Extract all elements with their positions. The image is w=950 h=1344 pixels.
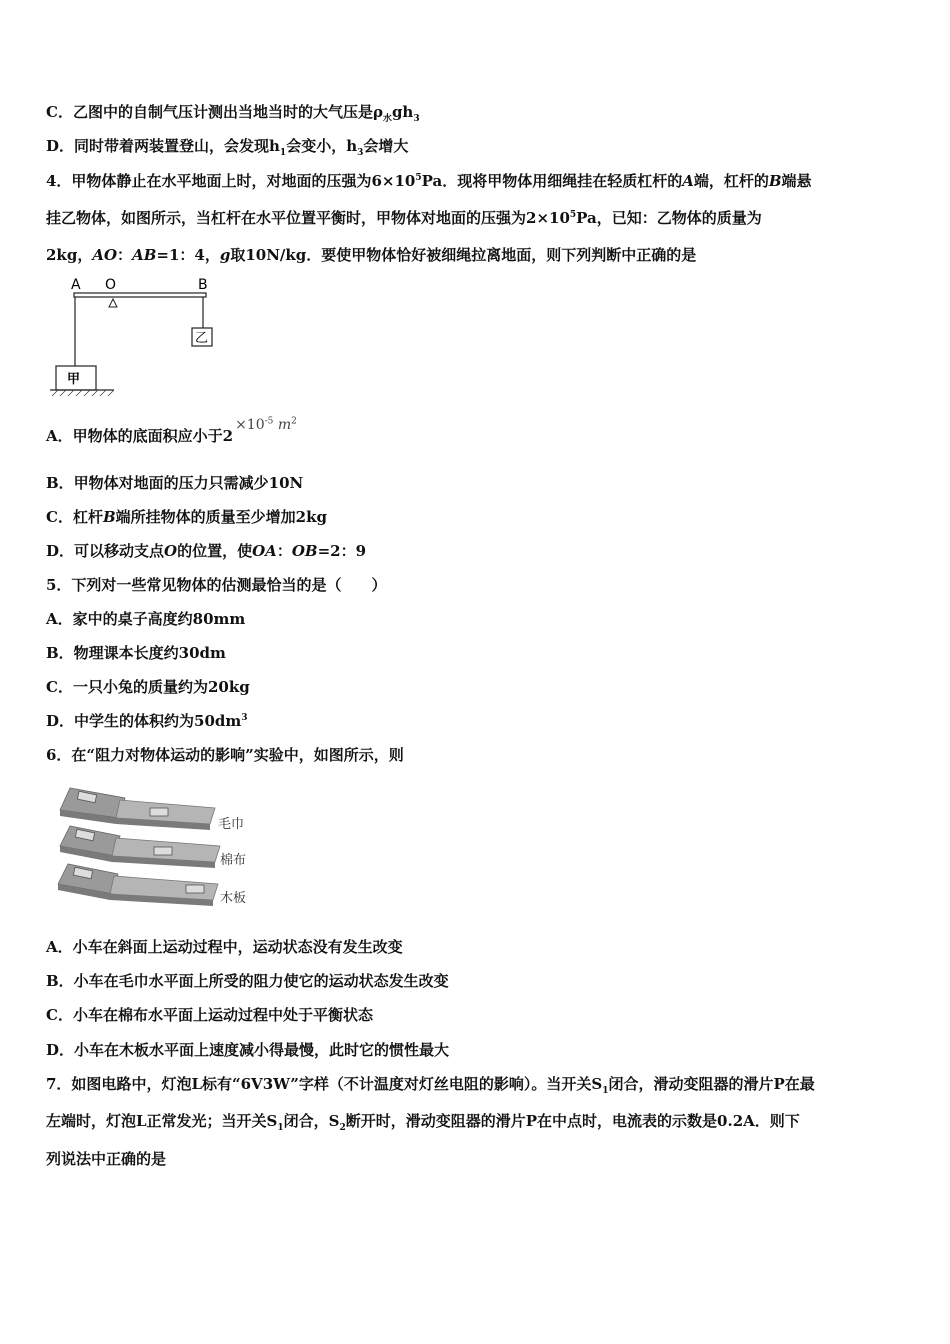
ramp-cotton: [60, 826, 220, 868]
q5-option-c: C．一只小兔的质量约为20kg: [46, 678, 250, 696]
lever-bar: [74, 293, 206, 297]
q4-option-a: A．甲物体的底面积应小于$2\times 10^{-5}$ $m^2$: [46, 416, 297, 445]
q6-option-a: A．小车在斜面上运动过程中，运动状态没有发生改变: [46, 938, 403, 956]
surface-label-cotton: 棉布: [220, 853, 247, 868]
q4-stem-line1: 4．甲物体静止在水平地面上时，对地面的压强为$6\times 10^5Pa$．现将甲物体用细绳挂在轻质杠杆的A端，杠杆的B端悬: [46, 172, 812, 190]
q6-stem: 6．在“阻力对物体运动的影响”实验中，如图所示，则: [46, 746, 404, 764]
q5-option-a: A．家中的桌子高度约80mm: [46, 610, 246, 628]
object-yi-label: 乙: [195, 331, 209, 346]
q4-option-d: D．可以移动支点O的位置，使OA：OB=2：9: [46, 542, 367, 560]
lever-label-b: B: [198, 277, 208, 293]
surface-label-towel: 毛巾: [218, 817, 245, 832]
q5-option-d: D．中学生的体积约为$50dm^3$: [46, 712, 248, 730]
lever-diagram: [50, 276, 230, 401]
ramp-board: [58, 864, 218, 906]
q7-stem-line2: 左端时，灯泡L正常发光；当开关$S_1$闭合，$S_2$断开时，滑动变阻器的滑片P在中点时，电流表的示数是0.2A．则下: [46, 1112, 800, 1133]
q6-option-c: C．小车在棉布水平面上运动过程中处于平衡状态: [46, 1006, 373, 1024]
q7-stem-line3: 列说法中正确的是: [46, 1150, 167, 1168]
q6-option-d: D．小车在木板水平面上速度减小得最慢，此时它的惯性最大: [46, 1041, 450, 1059]
q7-stem-line1: 7．如图电路中，灯泡L标有“6V3W”字样（不计温度对灯丝电阻的影响）。当开关$S_1$闭合，滑动变阻器的滑片P在最: [46, 1075, 815, 1096]
q4-stem-line3: 2kg，AO：AB=1：4，g取10N/kg．要使甲物体恰好被细绳拉离地面，则下列判断中正确的是: [46, 246, 697, 264]
lever-label-o: O: [105, 277, 117, 293]
ramp-towel: [60, 788, 215, 830]
q4-option-c: C．杠杆B端所挂物体的质量至少增加2kg: [46, 508, 327, 526]
q6-option-b: B．小车在毛巾水平面上所受的阻力使它的运动状态发生改变: [46, 972, 449, 990]
ground-hatch: [52, 390, 114, 396]
object-jia-label: 甲: [67, 372, 81, 387]
q5-option-b: B．物理课本长度约30dm: [46, 644, 226, 662]
fulcrum: [109, 299, 117, 307]
q5-stem: 5．下列对一些常见物体的估测最恰当的是（ ）: [46, 576, 387, 594]
friction-experiment-figure: [50, 780, 270, 915]
q3-option-c: C．乙图中的自制气压计测出当地当时的大气压是$\rho_水gh_3$: [46, 103, 420, 124]
q3-option-d: D．同时带着两装置登山，会发现$h_1$会变小，$h_3$会增大: [46, 137, 409, 158]
lever-label-a: A: [71, 277, 81, 293]
q4-stem-line2: 挂乙物体，如图所示，当杠杆在水平位置平衡时，甲物体对地面的压强为$2\times 10^5Pa$，已知：乙物体的质量为: [46, 209, 762, 227]
surface-label-board: 木板: [220, 891, 247, 906]
q4-option-b: B．甲物体对地面的压力只需减少10N: [46, 474, 304, 492]
